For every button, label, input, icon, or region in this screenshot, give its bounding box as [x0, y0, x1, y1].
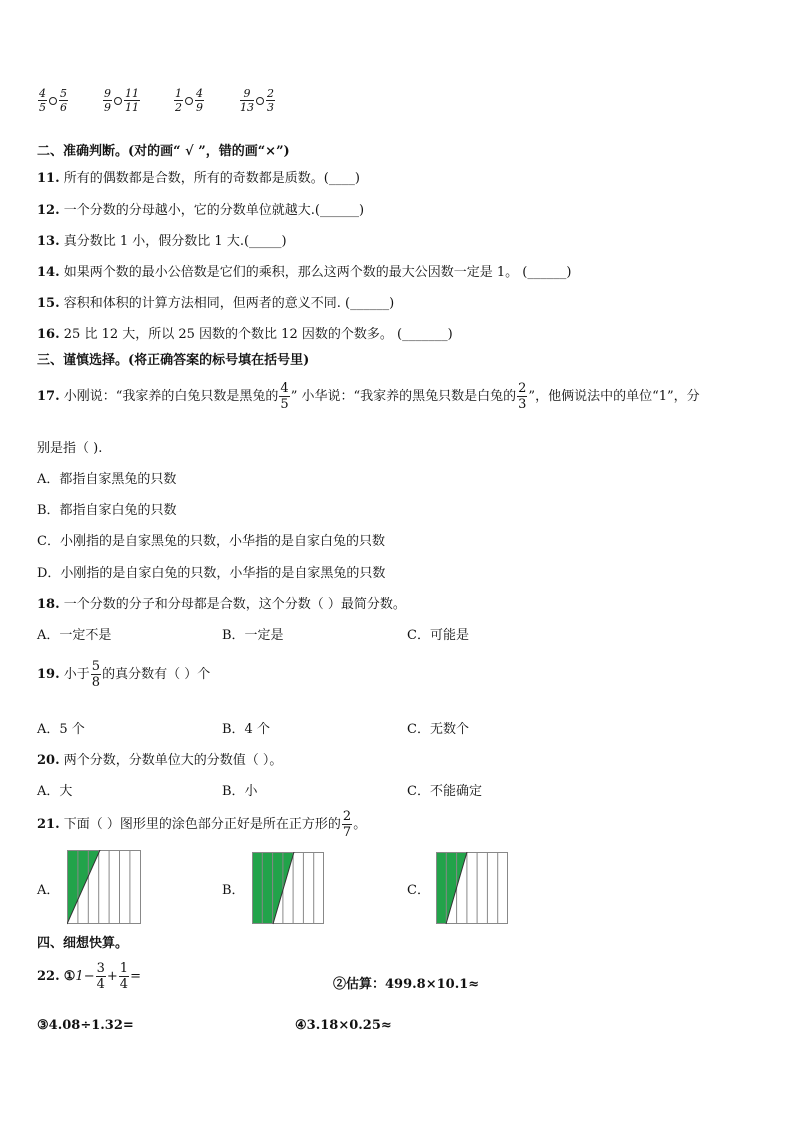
question-text: 小刚说：“我家养的白兔只数是黑兔的 [63, 389, 279, 404]
expression-part: 1− [75, 969, 95, 984]
denominator: 4 [119, 977, 129, 992]
numerator: 2 [342, 809, 352, 824]
expression-text: 4.08÷1.32= [48, 1018, 134, 1033]
question-number: 17. [37, 389, 60, 404]
denominator: 6 [60, 101, 67, 114]
numerator: 9 [104, 87, 111, 100]
option-b[interactable]: B．一定是 [222, 628, 284, 643]
question-12 [37, 199, 364, 218]
question-16 [37, 323, 453, 342]
question-number: 15. [37, 296, 60, 311]
circled-number-3: ③ [37, 1018, 49, 1033]
question-number: 16. [37, 327, 60, 342]
question-number: 18. [37, 597, 60, 612]
option-b[interactable]: B．4 个 [222, 722, 270, 737]
section-2-title: 二、准确判断。(对的画“ √ ”，错的画“×”) [37, 144, 290, 159]
question-11 [37, 167, 360, 186]
question-22 [37, 962, 141, 991]
question-number: 21. [37, 817, 60, 832]
option-c[interactable]: C．小刚指的是自家黑兔的只数，小华指的是自家白兔的只数 [37, 534, 385, 549]
circled-number-1: ① [63, 969, 76, 984]
question-17 [37, 382, 700, 411]
compare-item-4 [239, 88, 276, 113]
question-text: ”，他俩说法中的单位“1”，分 [528, 389, 700, 404]
numerator: 2 [518, 381, 527, 396]
question-text: 一个分数的分子和分母都是合数，这个分数（ ）最简分数。 [63, 597, 406, 612]
question-text: 所有的偶数都是合数，所有的奇数都是质数。(____) [63, 171, 360, 186]
denominator: 3 [518, 397, 527, 412]
denominator: 2 [175, 101, 182, 114]
denominator: 11 [125, 101, 139, 114]
expression-text: 3.18×0.25≈ [306, 1018, 392, 1033]
question-number: 12. [37, 203, 60, 218]
question-text: 如果两个数的最小公倍数是它们的乘积，那么这两个数的最大公因数一定是 1。 (______) [63, 265, 572, 280]
compare-circle[interactable] [114, 97, 122, 105]
option-b-label[interactable]: B． [222, 883, 245, 898]
figure-c[interactable] [436, 852, 510, 926]
option-c[interactable]: C．不能确定 [407, 784, 482, 799]
expression-part: + [106, 969, 118, 984]
denominator: 4 [96, 977, 105, 992]
denominator: 7 [342, 825, 352, 840]
shaded-region [436, 852, 467, 924]
question-text: ” 小华说：“我家养的黑兔只数是白兔的 [290, 389, 517, 404]
expression-2 [333, 973, 479, 992]
option-b[interactable]: B．都指自家白兔的只数 [37, 503, 177, 518]
question-17-line2: 别是指（ ). [37, 441, 103, 456]
option-a-label[interactable]: A． [37, 883, 60, 898]
question-number: 20. [37, 753, 60, 768]
question-number: 22. [37, 969, 60, 984]
compare-item-2 [102, 88, 141, 113]
numerator: 3 [96, 961, 105, 976]
compare-item-3 [173, 88, 205, 113]
denominator: 8 [91, 675, 101, 690]
numerator: 11 [125, 87, 139, 100]
numerator: 5 [91, 659, 101, 674]
option-a[interactable]: A．一定不是 [37, 628, 112, 643]
question-18 [37, 593, 406, 612]
question-13 [37, 230, 287, 249]
denominator: 9 [196, 101, 203, 114]
option-c[interactable]: C．可能是 [407, 628, 469, 643]
compare-circle[interactable] [49, 97, 57, 105]
expression-part: = [130, 969, 141, 984]
numerator: 4 [196, 87, 203, 100]
compare-item-1 [37, 88, 69, 113]
question-text: 25 比 12 大，所以 25 因数的个数比 12 因数的个数多。 (_______) [63, 327, 453, 342]
numerator: 9 [240, 88, 254, 101]
option-d[interactable]: D．小刚指的是自家白兔的只数，小华指的是自家黑兔的只数 [37, 566, 386, 581]
numerator: 4 [39, 87, 46, 100]
question-text: 下面（ ）图形里的涂色部分正好是所在正方形的 [63, 817, 341, 832]
option-c[interactable]: C．无数个 [407, 722, 469, 737]
circled-number-4: ④ [295, 1018, 307, 1033]
expression-text: 估算：499.8×10.1≈ [346, 977, 480, 992]
question-20 [37, 749, 282, 768]
question-number: 19. [37, 667, 60, 682]
expression-4 [295, 1018, 392, 1033]
figure-b[interactable] [252, 852, 326, 926]
question-text: 容积和体积的计算方法相同，但两者的意义不同. (______) [63, 296, 395, 311]
denominator: 5 [39, 101, 46, 114]
numerator: 2 [267, 87, 274, 100]
option-a[interactable]: A．5 个 [37, 722, 85, 737]
numerator: 1 [119, 961, 129, 976]
denominator: 3 [267, 101, 274, 114]
question-text: 的真分数有（ ）个 [102, 667, 211, 682]
denominator: 9 [104, 101, 111, 114]
question-number: 13. [37, 234, 60, 249]
figure-a[interactable] [67, 850, 143, 926]
question-15 [37, 292, 394, 311]
question-text: 小于 [63, 667, 90, 682]
numerator: 4 [280, 381, 289, 396]
compare-circle[interactable] [185, 97, 193, 105]
question-number: 14. [37, 265, 60, 280]
question-text: 一个分数的分母越小，它的分数单位就越大.(______) [63, 203, 365, 218]
expression-3 [37, 1018, 134, 1033]
question-text: 两个分数，分数单位大的分数值（ ）。 [63, 753, 283, 768]
question-number: 11. [37, 171, 60, 186]
denominator: 13 [240, 101, 254, 114]
option-a[interactable]: A．大 [37, 784, 73, 799]
circled-number-2: ② [333, 977, 347, 992]
option-a[interactable]: A．都指自家黑兔的只数 [37, 472, 177, 487]
denominator: 5 [280, 397, 289, 412]
question-21 [37, 810, 366, 839]
section-3-title: 三、谨慎选择。(将正确答案的标号填在括号里) [37, 353, 310, 368]
numerator: 5 [60, 87, 67, 100]
compare-circle[interactable] [256, 97, 264, 105]
section-4-title: 四、细想快算。 [37, 936, 129, 951]
question-text: 真分数比 1 小，假分数比 1 大.(_____) [63, 234, 287, 249]
question-text: 。 [353, 817, 367, 832]
option-b[interactable]: B．小 [222, 784, 258, 799]
numerator: 1 [175, 87, 182, 100]
option-c-label[interactable]: C． [407, 883, 430, 898]
question-14 [37, 261, 571, 280]
question-19 [37, 660, 210, 689]
